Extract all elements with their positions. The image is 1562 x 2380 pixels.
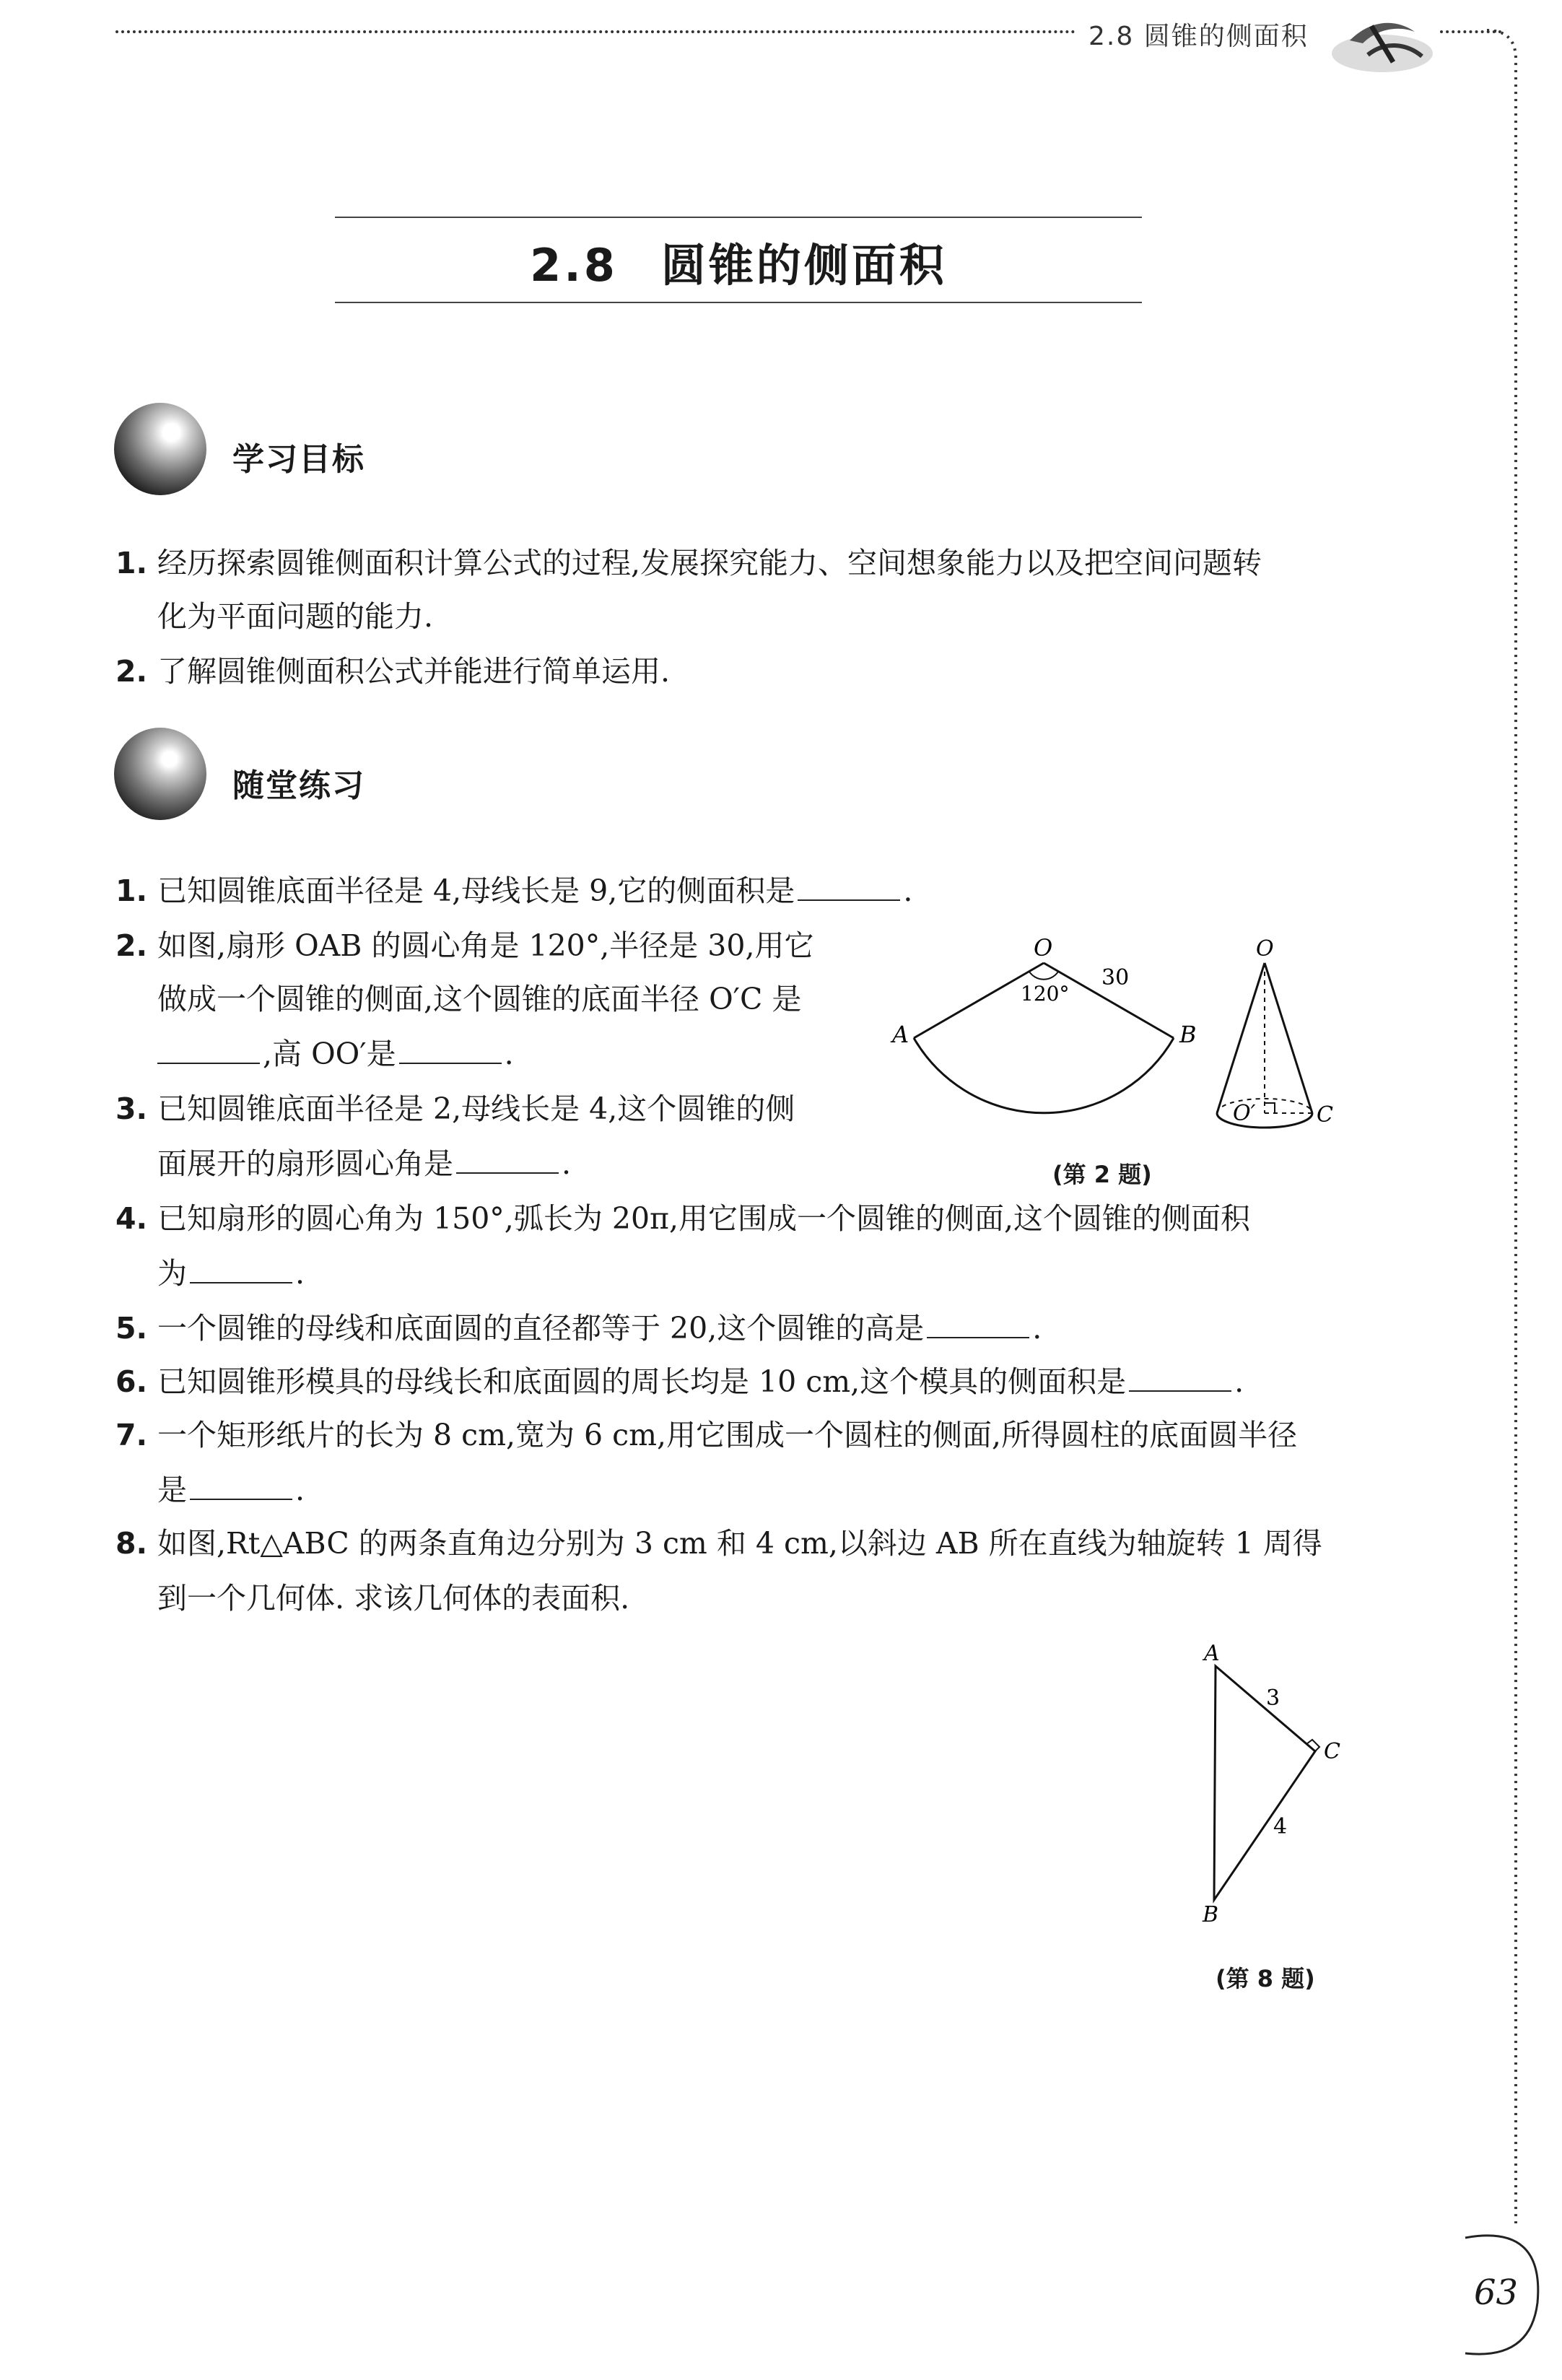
title-rule-top bbox=[335, 217, 1142, 218]
cone-base-front bbox=[1217, 1113, 1312, 1128]
practice-heading: 随堂练习 bbox=[232, 767, 365, 804]
label-a: A bbox=[1204, 1641, 1220, 1666]
globe-icon bbox=[114, 728, 206, 820]
cone-diagram bbox=[1217, 936, 1333, 1128]
label-cone-c: C bbox=[1317, 1102, 1333, 1128]
title-rule-bottom bbox=[335, 302, 1142, 303]
objective-item: 1. 经历探索圆锥侧面积计算公式的过程,发展探究能力、空间想象能力以及把空间问题转 bbox=[115, 546, 1262, 580]
header-dotted-rule-left bbox=[115, 30, 1075, 33]
question-4-cont: 为 . bbox=[157, 1253, 305, 1294]
angle-arc bbox=[1029, 972, 1058, 980]
section-number: 2.8 bbox=[530, 239, 618, 292]
cone-slant-left bbox=[1217, 963, 1265, 1113]
page-number: 63 bbox=[1474, 2272, 1519, 2313]
running-header: 2.8 圆锥的侧面积 bbox=[1088, 22, 1309, 51]
header-decoration-icon bbox=[1328, 12, 1436, 77]
label-cone-o: O bbox=[1256, 936, 1274, 962]
right-angle-mark bbox=[1265, 1103, 1275, 1113]
label-a: A bbox=[892, 1021, 909, 1048]
label-o: O bbox=[1034, 934, 1053, 962]
label-angle: 120° bbox=[1021, 982, 1070, 1006]
question-8-cont: 到一个几何体. 求该几何体的表面积. bbox=[157, 1581, 630, 1616]
question-7: 7. 一个矩形纸片的长为 8 cm,宽为 6 cm,用它围成一个圆柱的侧面,所得圆柱的底面圆半径 bbox=[115, 1418, 1298, 1452]
question-6: 6. 已知圆锥形模具的母线长和底面圆的周长均是 10 cm,这个模具的侧面积是 . bbox=[115, 1361, 1244, 1402]
label-b: B bbox=[1179, 1021, 1197, 1048]
question-3-cont: 面展开的扇形圆心角是 . bbox=[157, 1143, 571, 1184]
label-cone-oprime: O′ bbox=[1233, 1101, 1256, 1126]
section-title: 圆锥的侧面积 bbox=[660, 239, 947, 292]
question-2-cont: ,高 OO′是 . bbox=[157, 1034, 514, 1074]
label-ac: 3 bbox=[1266, 1686, 1280, 1711]
page-edge-border bbox=[1436, 29, 1562, 2380]
question-8: 8. 如图,Rt△ABC 的两条直角边分别为 3 cm 和 4 cm,以斜边 AB 所在直线为轴旋转 1 周得 bbox=[115, 1526, 1322, 1561]
sphere-icon bbox=[114, 403, 206, 495]
question-7-cont: 是 . bbox=[157, 1470, 305, 1510]
objectives-heading: 学习目标 bbox=[232, 441, 365, 478]
question-2: 2. 如图,扇形 OAB 的圆心角是 120°,半径是 30,用它 bbox=[115, 928, 814, 963]
figure-8-caption: (第 8 题) bbox=[1216, 1965, 1315, 1992]
question-1: 1. 已知圆锥底面半径是 4,母线长是 9,它的侧面积是 . bbox=[115, 871, 912, 911]
question-3: 3. 已知圆锥底面半径是 2,母线长是 4,这个圆锥的侧 bbox=[115, 1091, 795, 1126]
objective-item: 2. 了解圆锥侧面积公式并能进行简单运用. bbox=[115, 654, 671, 689]
figure-8 bbox=[1184, 1639, 1357, 1942]
page-title bbox=[335, 230, 1142, 294]
figure-2-caption: (第 2 题) bbox=[1052, 1161, 1152, 1188]
label-bc: 4 bbox=[1273, 1814, 1288, 1839]
question-5: 5. 一个圆锥的母线和底面圆的直径都等于 20,这个圆锥的高是 . bbox=[115, 1308, 1042, 1348]
label-b: B bbox=[1203, 1902, 1219, 1927]
triangle-abc bbox=[1214, 1666, 1315, 1900]
label-c: C bbox=[1324, 1739, 1340, 1764]
question-4: 4. 已知扇形的圆心角为 150°,弧长为 20π,用它围成一个圆锥的侧面,这个圆锥的侧面积 bbox=[115, 1201, 1251, 1236]
sector-diagram bbox=[890, 934, 1197, 1113]
question-2-cont: 做成一个圆锥的侧面,这个圆锥的底面半径 O′C 是 bbox=[157, 982, 802, 1016]
cone-slant-right bbox=[1265, 963, 1312, 1113]
objective-item-cont: 化为平面问题的能力. bbox=[157, 599, 434, 634]
figure-2 bbox=[888, 931, 1350, 1162]
label-radius: 30 bbox=[1101, 965, 1130, 990]
sector-arc bbox=[914, 1038, 1174, 1113]
